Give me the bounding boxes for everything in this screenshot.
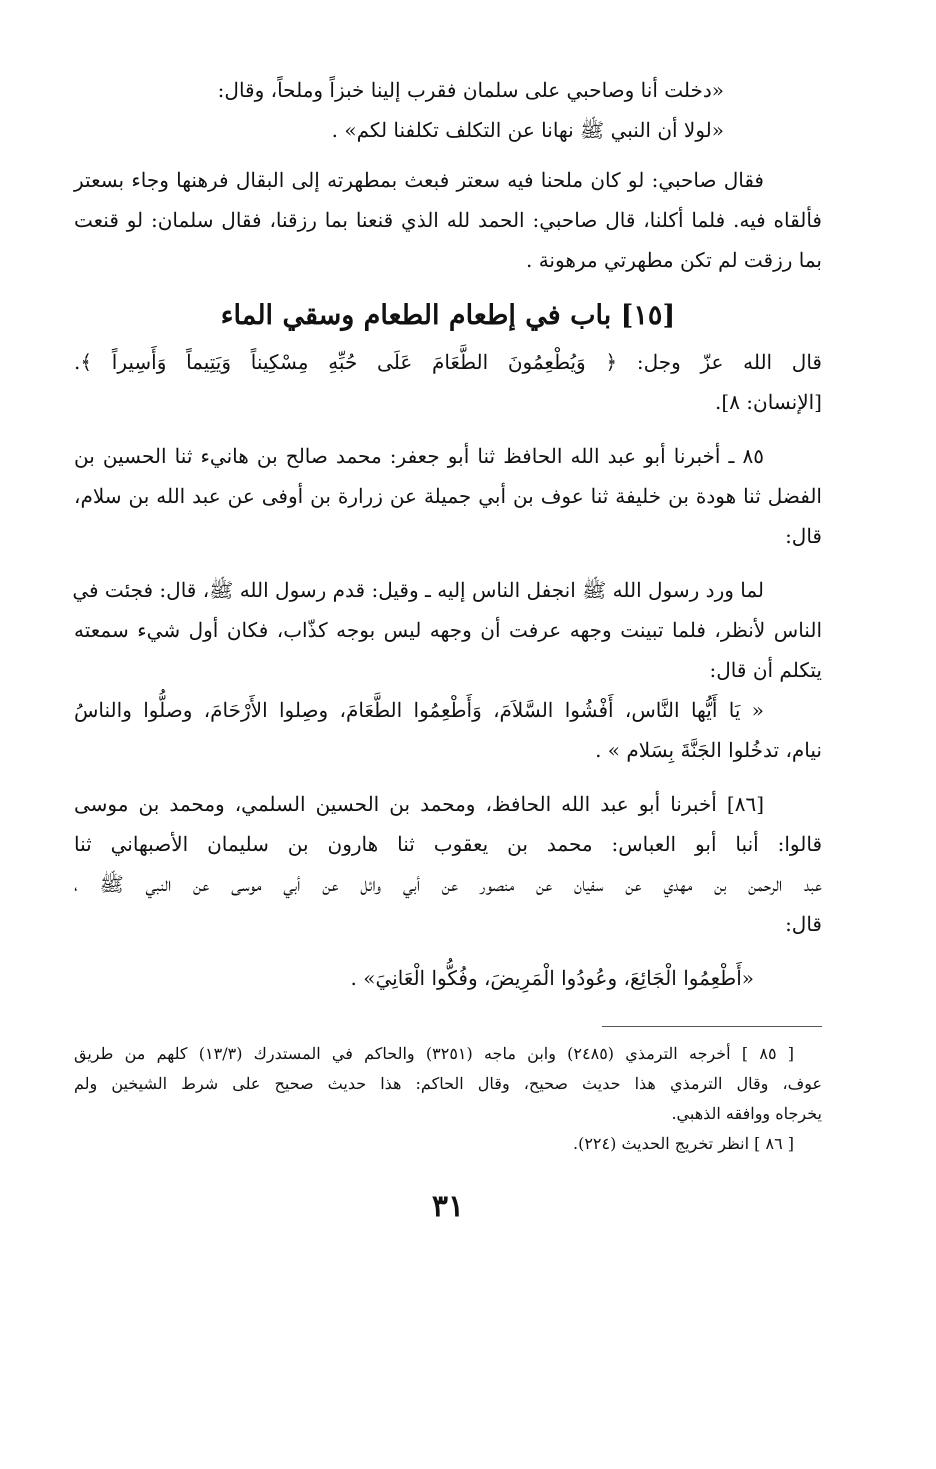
footnote-line: [ ٨٦ ] انظر تخريج الحديث (٢٢٤). (573, 1134, 794, 1153)
quote-line-2: «لولا أن النبي ﷺ نهانا عن التكلف تكلفنا لكم» . (331, 118, 724, 142)
verse-line: قال الله عزّ وجل: ﴿ وَيُطْعِمُونَ الطَّعَامَ عَلَى حُبِّهِ مِسْكِيناً وَيَتِيماً وَأَسِيراً ﴾. (74, 350, 822, 374)
hadith-86-text: «أَطْعِمُوا الْجَائِعَ، وعُودُوا الْمَرِيضَ، وفُكُّوا الْعَانِيَ» . (350, 966, 754, 990)
footnotes (74, 1039, 822, 1159)
page-number: ٣١ (431, 1189, 465, 1224)
text-line: ٨٥ ـ أخبرنا أبو عبد الله الحافظ ثنا أبو جعفر: محمد صالح بن هانيء ثنا الحسين بن (74, 444, 764, 468)
footnote-line: [ ٨٥ ] أخرجه الترمذي (٢٤٨٥) وابن ماجه (٣٢٥١) والحاكم في المستدرك (١٣/٣) كلهم من طريق (74, 1044, 795, 1063)
text-line: نيام، تدخُلوا الجَنَّةَ بِسَلام » . (595, 738, 822, 762)
chapter-heading: [١٥] باب في إطعام الطعام وسقي الماء (220, 300, 676, 331)
text-line: قالوا: أنبا أبو العباس: محمد بن يعقوب ثنا هارون بن سليمان الأصبهاني ثنا (74, 832, 822, 856)
quote-line-1: «دخلت أنا وصاحبي على سلمان فقرب إلينا خبزاً وملحاً، وقال: (217, 78, 724, 102)
hadith-85-text (74, 690, 822, 770)
verse-reference: [الإنسان: ٨]. (715, 390, 822, 414)
companion-paragraph (74, 160, 822, 280)
text-line: الفضل ثنا هودة بن خليفة ثنا عوف بن أبي جميلة عن زرارة بن أوفى عن عبد الله بن سلام، (74, 484, 822, 508)
footnote-line: عوف، وقال الترمذي هذا حديث صحيح، وقال الحاكم: هذا حديث صحيح على شرط الشيخين ولم (74, 1074, 822, 1093)
text-line: لما ورد رسول الله ﷺ انجفل الناس إليه ـ وقيل: قدم رسول الله ﷺ، قال: فجئت في (72, 578, 764, 602)
text-line: قال: (785, 524, 822, 548)
text-line: بما رزقت لم تكن مطهرتي مرهونة . (525, 248, 822, 272)
text-line: [٨٦] أخبرنا أبو عبد الله الحافظ، ومحمد بن الحسين السلمي، ومحمد بن موسى (74, 792, 764, 816)
hadith-85-matn (74, 570, 822, 690)
text-line: قال: (785, 912, 822, 936)
text-line: « يَا أَيُّها النَّاس، أَفْشُوا السَّلاَمَ، وَأَطْعِمُوا الطَّعَامَ، وصِلوا الأَرْحَامَ، وصلُّوا والناسُ (74, 698, 764, 722)
book-page (74, 70, 822, 1227)
hadith-86-isnad (74, 784, 822, 944)
text-line: الناس لأنظر، فلما تبينت وجهه عرفت أن وجهه ليس بوجه كذّاب، فكان أول شيء سمعته (74, 618, 822, 642)
text-line: يتكلم أن قال: (709, 658, 822, 682)
text-line: فألقاه فيه. فلما أكلنا، قال صاحبي: الحمد لله الذي قنعنا بما رزقنا، فقال سلمان: لو قنعت (74, 208, 822, 232)
footnote-separator (602, 1026, 822, 1027)
salman-quote (74, 70, 822, 150)
hadith-85-isnad (74, 436, 822, 556)
text-line: عبد الرحمن بن مهدي عن سفيان عن منصور عن أبي وائل عن أبي موسى عن النبي ﷺ ، (74, 872, 822, 896)
footnote-line: يخرجاه ووافقه الذهبي. (671, 1104, 822, 1123)
text-line: فقال صاحبي: لو كان ملحنا فيه سعتر فبعث بمطهرته إلى البقال فرهنها وجاء بسعتر (74, 168, 764, 192)
quran-verse (74, 342, 822, 422)
